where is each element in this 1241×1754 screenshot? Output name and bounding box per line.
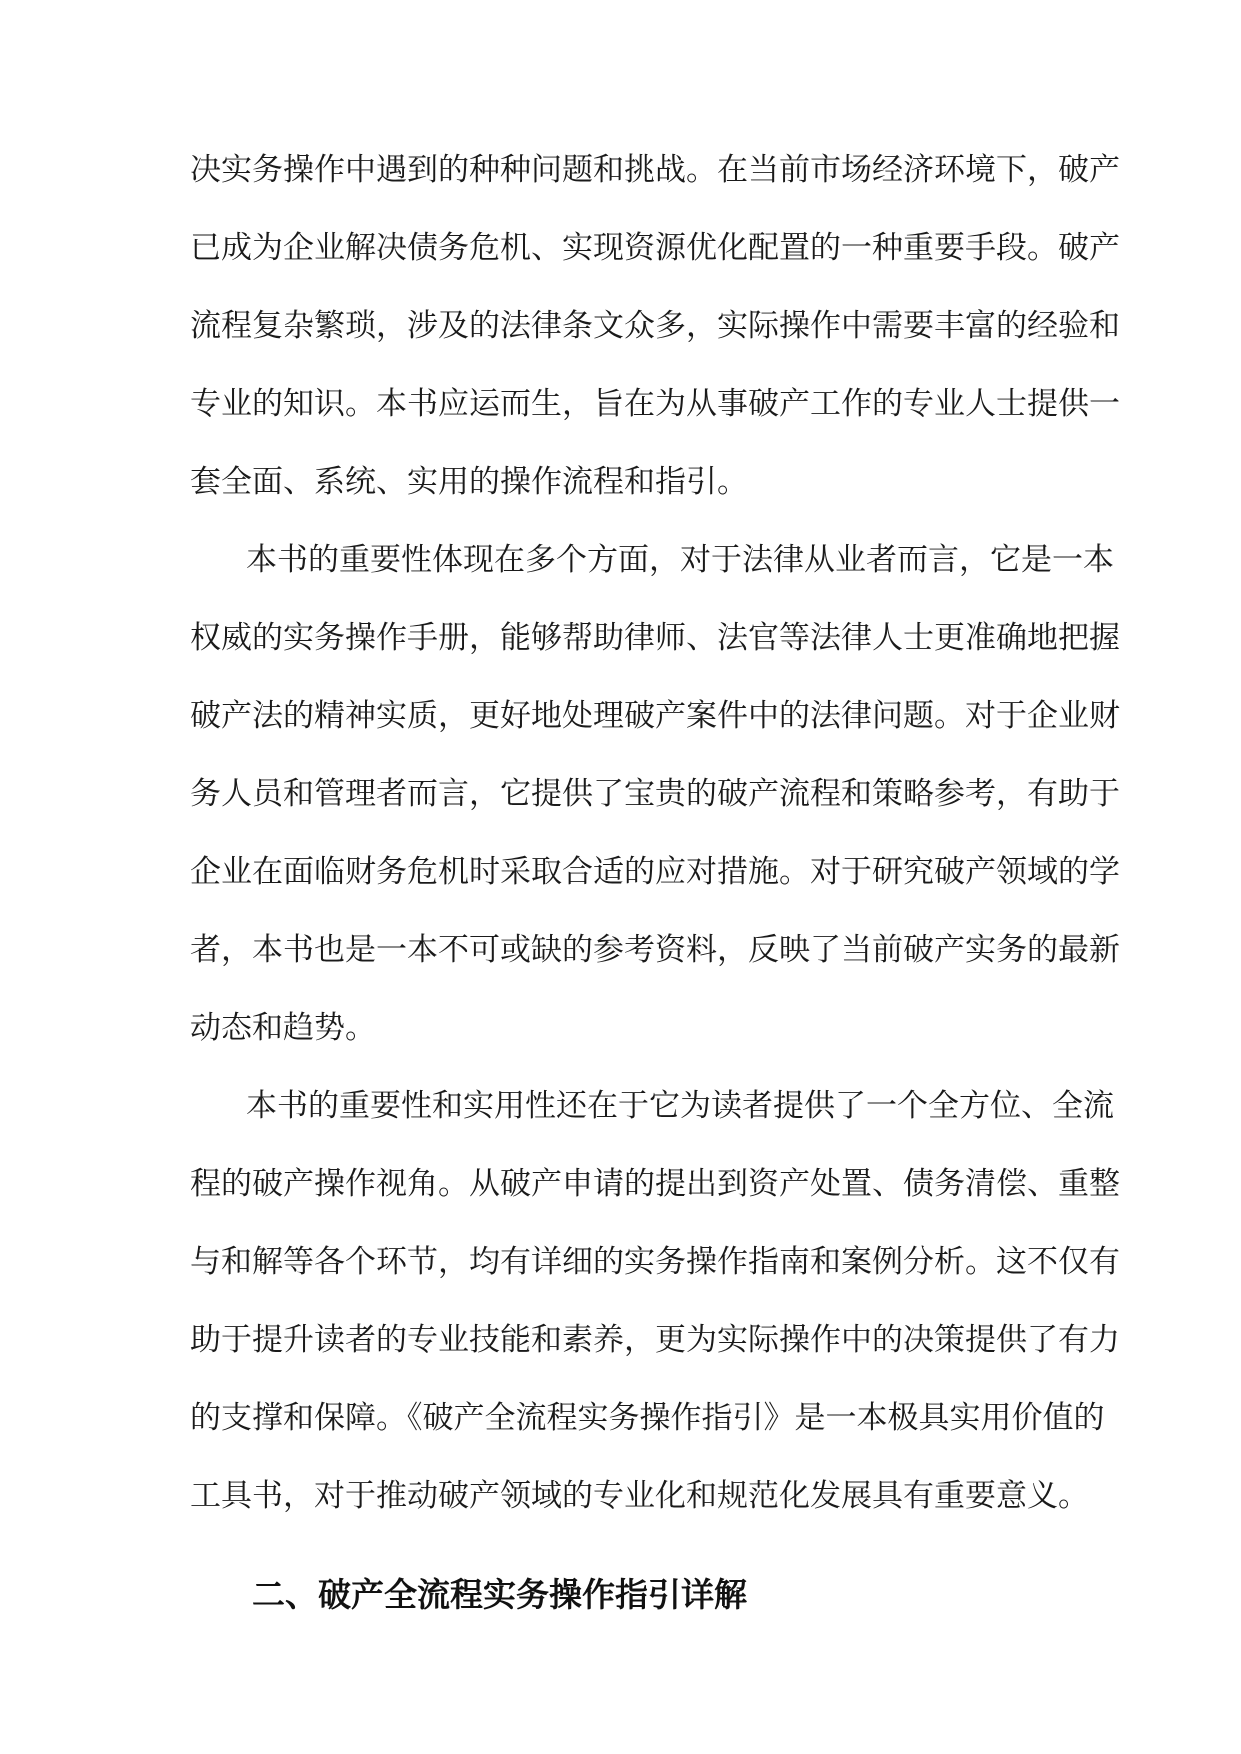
paragraph-3-line-5: 的支撑和保障。《破产全流程实务操作指引》是一本极具实用价值的: [190, 1400, 1105, 1436]
paragraph-1-line-4: 专业的知识。本书应运而生，旨在为从事破产工作的专业人士提供一: [190, 386, 1120, 422]
paragraph-1-line-2: 已成为企业解决债务危机、实现资源优化配置的一种重要手段。破产: [190, 230, 1120, 266]
paragraph-3-line-1: 本书的重要性和实用性还在于它为读者提供了一个全方位、全流: [246, 1088, 1114, 1124]
paragraph-1-line-1: 决实务操作中遇到的种种问题和挑战。在当前市场经济环境下，破产: [190, 152, 1120, 188]
paragraph-2-line-7: 动态和趋势。: [190, 1010, 376, 1046]
paragraph-3-line-2: 程的破产操作视角。从破产申请的提出到资产处置、债务清偿、重整: [190, 1166, 1120, 1202]
paragraph-2-line-5: 企业在面临财务危机时采取合适的应对措施。对于研究破产领域的学: [190, 854, 1120, 890]
paragraph-3-line-4: 助于提升读者的专业技能和素养，更为实际操作中的决策提供了有力: [190, 1322, 1120, 1358]
paragraph-1-line-5: 套全面、系统、实用的操作流程和指引。: [190, 464, 748, 500]
paragraph-1-line-3: 流程复杂繁琐，涉及的法律条文众多，实际操作中需要丰富的经验和: [190, 308, 1120, 344]
section-heading: 二、破产全流程实务操作指引详解: [252, 1575, 747, 1614]
paragraph-2-line-6: 者，本书也是一本不可或缺的参考资料，反映了当前破产实务的最新: [190, 932, 1120, 968]
paragraph-2-line-1: 本书的重要性体现在多个方面，对于法律从业者而言，它是一本: [246, 542, 1114, 578]
paragraph-2-line-3: 破产法的精神实质，更好地处理破产案件中的法律问题。对于企业财: [190, 698, 1120, 734]
paragraph-2-line-4: 务人员和管理者而言，它提供了宝贵的破产流程和策略参考，有助于: [190, 776, 1120, 812]
paragraph-3-line-6: 工具书，对于推动破产领域的专业化和规范化发展具有重要意义。: [190, 1478, 1089, 1514]
paragraph-2-line-2: 权威的实务操作手册，能够帮助律师、法官等法律人士更准确地把握: [190, 620, 1120, 656]
paragraph-3-line-3: 与和解等各个环节，均有详细的实务操作指南和案例分析。这不仅有: [190, 1244, 1120, 1280]
